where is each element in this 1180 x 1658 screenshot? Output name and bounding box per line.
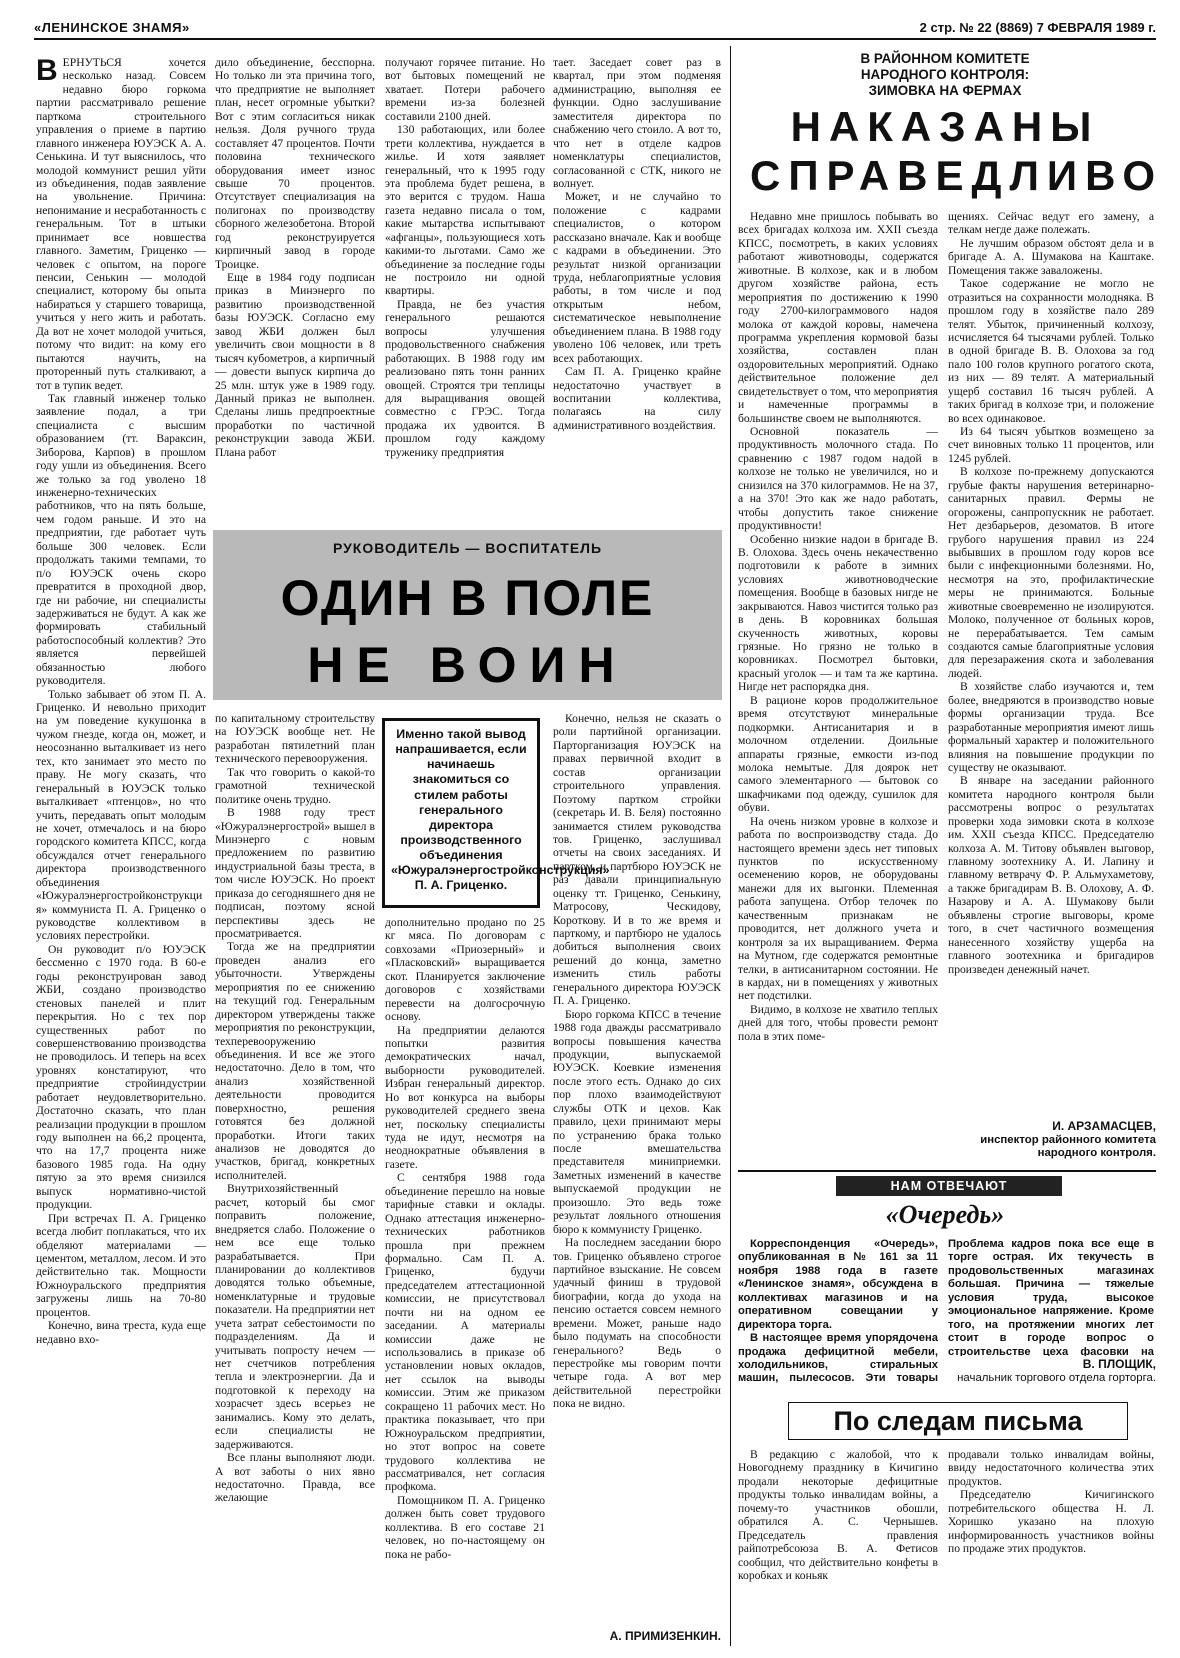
paragraph: Недавно мне пришлось побывать во всех бригадах колхоза им. XXII съезда КПСС, посмотреть, в каких условиях работают животноводы, содержатся животные. В колхозе, как и в любом другом хозяйстве района, есть мероприятия по достижению к 1990 году 2700-килограммового надоя молока от каждой коровы, намечена программа укрепления кормовой базы хозяйства, составлен план оздоровительных мероприятий. Однако действительное положение дел свидетельствует о том, что мероприятия и намеченные программы в большинстве своем не выполняются. (738, 210, 938, 425)
kicker-line: В РАЙОННОМ КОМИТЕТЕ (860, 51, 1030, 66)
paragraph: С сентября 1988 года объединение перешло на новые тарифные ставки и оклады. Однако аттестация инженерно-технических работников прошла при прежнем формально. Сам П. А. Гриценко, будучи председателем аттестационной комиссии, не присутствовал почти ни на одном ее заседании. А материалы комиссии даже не использовались в приказе об установлении новых окладов, нет ссылок на выводы комиссии. Этим же приказом сокращено 11 рабочих мест. Но практика показывает, что при Южноуральском предприятии, но этот вопрос на совете трудового коллектива не рассматривался, нет согласия профкома. (385, 1171, 545, 1494)
paragraph: В настоящее время упорядочена продажа дефицитной мебели, холодильников, стиральных машин, пылесосов. Эти товары (738, 1332, 938, 1385)
paragraph: При встречах П. А. Гриценко всегда любит поплакаться, что их обделяют материалами — цементом, металлом, лесом. И это действительно так. Мощности Южноуральского предприятия загружены лишь на 70-80 процентов. (36, 1211, 206, 1319)
paragraph: Сам П. А. Гриценко крайне недостаточно участвует в воспитании коллектива, полагаясь на силу административного воздействия. (553, 365, 721, 432)
paragraph: дополнительно продано по 25 кг мяса. По договорам с совхозами «Приозерный» и «Пласковский» выращивается скот. Планируется заключение договоров с хозяйствами перевести на долгосрочную основу. (385, 916, 545, 1024)
kicker-line: ЗИМОВКА НА ФЕРМАХ (868, 83, 1022, 99)
paragraph: Еще в 1984 году подписан приказ в Минэнерго по развитию производственной базы ЮУЭСК. Согласно ему завод ЖБИ должен был увеличить свои мощности в 8 тысяч кубометров, а кирпичный — довести выпуск кирпича до 25 млн. штук уже в 1989 году. Данный приказ не выполнен. Сделаны лишь предпроектные проработки по частичной реконструкции завода ЖБИ. Плана работ (215, 271, 375, 459)
paragraph: Так главный инженер только заявление подал, а три специалиста с высшим образованием (тт. Вараксин, Зиборова, Карпов) в прошлом году ушли из объединения. Всего же только за год уволено 18 инженерно-технических работников, что на пять больше, чем годом раньше. И это на предприятии, где работает чуть больше 300 человек. Если продолжать такими темпами, то п/о ЮУЭСК очень скоро превратится в проходной двор, где ни рабочие, ни специалисты задерживаться не будут. А как же формировать стабильный работоспособный коллектив? Это является первейшей обязанностью любого руководителя. (36, 391, 206, 688)
article3-rubric: НАМ ОТВЕЧАЮТ (836, 1176, 1062, 1196)
paragraph: щениях. Сейчас ведут его заменy, а телкам негде даже полежать. (948, 210, 1154, 237)
author-name: В. ПЛОЩИК, (1082, 1357, 1156, 1371)
paragraph: Проблема кадров пока все еще в торге острая. Их текучесть в продовольственных магазинах большая. Причина — тяжелые условия труда, высокое эмоциональное напряжение. Кроме того, на протяжении многих лет стоит в городе вопрос о строительстве цеха фасовки на (948, 1238, 1154, 1356)
paragraph: Из 64 тысяч убытков возмещено за счет виновных только 11 процентов, или 1245 рублей. (948, 425, 1154, 465)
paragraph: дило объединение, бесспорна. Но только ли эта причина того, что предприятие не выполняет план, несет огромные убытки? Вот с этим согласиться никак нельзя. Доля ручного труда составляет 47 процентов. Почти половина технического оборудования имеет износ свыше 70 процентов. Отсутствует специализация на полигонах по производству сборного железобетона. Второй год реконструируется кирпичный завод в городе Троицке. (215, 56, 375, 271)
article4-title: По следам письма (788, 1402, 1128, 1440)
paragraph: Бюро горкома КПСС в течение 1988 года дважды рассматривало вопросы повышения качества продукции, выпускаемой ЮУЭСК. Коевкие изменения после этого есть. Однако до сих пор плохо взаимодействуют службы ОТК и цехов. Как правило, цехи принимают меры по устранению брака только после вмешательства представителя миниприемки. Заметных изменений в качестве выпускаемой продукции не произошло. Это ведь тоже результат лояльного отношения бюро к коммунисту Гриценко. (553, 1007, 721, 1236)
paragraph: Правда, не без участия генерального решаются вопросы улучшения продовольственного снабжения работающих. В 1988 году им реализовано пять тонн ранних овощей. Строятся три теплицы для выращивания овощей совместно с ГРЭС. Тогда продажа их удвоится. В прошлом году каждому труженику предприятия (385, 297, 545, 459)
newspaper-name: «ЛЕНИНСКОЕ ЗНАМЯ» (34, 20, 190, 35)
author-title: инспектор районного комитета народного контроля. (980, 1134, 1156, 1160)
paragraph: На предприятии делаются попытки развития демократических начал, выборности руководителей. Избран генеральный директор. Но вот конкурса на выборы руководителей среднего звена нет, поскольку специалисты туда не идут, несмотря на неоднократные объявления в газете. (385, 1023, 545, 1171)
article4-column-2 (948, 1448, 1154, 1646)
paragraph: В хозяйстве слабо изучаются и, тем более, внедряются в производство новые формы организации труда. Все разработанные мероприятия имеют лишь формальный характер и положительного влияния на повышение продукции по существу не оказывают. (948, 680, 1154, 774)
paragraph: Не лучшим образом обстоят дела и в бригаде А. А. Шумакова на Каштаке. Помещения также заваложены. (948, 236, 1154, 277)
article2-title-line-2: СПРАВЕДЛИВО (750, 152, 1164, 199)
article1-title-line-2: НЕ ВОИН (213, 631, 722, 700)
paragraph: Конечно, вина треста, куда еще недавно вхо- (36, 1319, 206, 1346)
paragraph: Так что говорить о какой-то грамотной технической политике очень трудно. (215, 765, 375, 806)
dropcap: В (36, 56, 58, 87)
article3-title: «Очередь» (885, 1200, 1005, 1229)
article1-column-4-bottom (553, 712, 721, 1628)
paragraph: Такое содержание не могло не отразиться на сохранности молодняка. В прошлом году в хозяйстве пало 289 телят. Убыток, причиненный колхозу, исчисляется 64 тысячами рублей. Только в одной бригаде В. В. Олохова за год пало 100 голов крупного рогатого скота, из них — 89 телят. А материальный ущерб составил 16 тысяч рублей. А таких бригад в колхозе три, и положение во всех одинаковое. (948, 277, 1154, 425)
paragraph: В 1988 году трест «Южуралэнергострой» вышел в Минэнерго с новым предложением по развитию индустриальной базы треста, в том числе ЮУЭСК. Но проект приказа до сегодняшнего дня не подписан, поэтому ясной перспективы здесь не просматривается. (215, 806, 375, 940)
article2-column-1 (738, 210, 938, 1138)
issue-info: 2 стр. № 22 (8869) 7 ФЕВРАЛЯ 1989 г. (919, 20, 1156, 35)
article2-title-line-1: НАКАЗАНЫ (790, 103, 1100, 150)
article3-signature (948, 1358, 1156, 1385)
article1-rubric: РУКОВОДИТЕЛЬ — ВОСПИТАТЕЛЬ (213, 530, 722, 566)
article1-column-2-top (215, 56, 375, 526)
article1-column-4-top (553, 56, 721, 526)
paragraph: Председателю Кичигинского потребительского общества Н. Л. Хоришко указано на плохую информированность участников войны по продаже этих продуктов. (948, 1488, 1154, 1556)
paragraph: Особенно низкие надои в бригаде В. В. Олохова. Здесь очень некачественно подготовили к работе в зимних условиях животноводческие помещения. Вообще в базовых нигде не закрываются. Навоз чистится только раз в день. В коровниках большая скученность животных, коровы грязные. Но грязно не только в коровниках. Посмотрел бытовки, красный уголок — и там та же картина. Нигде нет распорядка дня. (738, 532, 938, 694)
paragraph: получают горячее питание. Но вот бытовых помещений не хватает. Потери рабочего времени из-за болезней составили 2100 дней. (385, 56, 545, 123)
paragraph: Только забывает об этом П. А. Гриценко. И невольно приходит на ум поведение кукушонка в чужом гнезде, когда он, может, и неосознанно выталкивает из него тех, кто занимает это место по праву. Не могу сказать, что генеральный в ЮУЭСК только выталкивает «птенцов», но что учить, передавать опыт молодым не хочет, отмечалось и на бюро городского комитета КПСС, когда обсуждался отчет генерального директора производственного объединения «Южуралэнергостройконструкция» коммуниста П. А. Гриценко о руководстве коллективом в условиях перестройки. (36, 687, 206, 943)
kicker-line: НАРОДНОГО КОНТРОЛЯ: (860, 67, 1030, 83)
author-name: И. АРЗАМАСЦЕВ, (1052, 1119, 1156, 1133)
paragraph: Конечно, нельзя не сказать о роли партийной организации. Парторганизация ЮУЭСК на правах первичной входит в состав организации строительного управления. Поэтому партком стройки (секретарь И. В. Беля) постоянно занимается стилем руководства тов. Гриценко, заслушивал отчеты на своих заседаниях. И партком, и партбюро ЮУЭСК не раз давали принципиальную оценку тт. Гриценко, Сенькину, Матросову, Ческидову, Короткову. И в то же время и парткому, и партбюро не удалось добиться выполнения своих решений до конца, заметно изменить стиль работы генерального директора ЮУЭСК П. А. Гриценко. (553, 712, 721, 1008)
paragraph: На очень низком уровне в колхозе и работа по воспроизводству стада. До настоящего времени здесь нет типовых пунктов по искусственному осеменению коров, не оборудованы манежи для их выгонки. Племенная работа запущена. Отбор телочек по качественным признакам не проводится, нет должного учета и контроля за их выращиванием. Ферма на Мутном, где содержатся ремонтные телки, в антисанитарном состоянии. Не в кардах, ни в помещениях у животных нет подстилки. (738, 814, 938, 1003)
paragraph: Видимо, в колхозе не хватило теплых дней для того, чтобы провести ремонт пола в этих поме- (738, 1002, 938, 1043)
paragraph: Тогда же на предприятии проведен анализ его убыточности. Утверждены мероприятия по ее снижению на текущий год. Генеральным директором утверждены также мероприятия по реконструкции, техперевооружению объединения. И все же этого недостаточно. Дело в том, что анализ хозяйственной деятельности проводится поверхностно, решения готовятся без должной проработки. Итоги таких анализов не доводятся до участков, бригад, конкретных исполнителей. (215, 940, 375, 1182)
article1-lead-box: Именно такой вывод напрашивается, если начинаешь знакомиться со стилем работы генерального директора производственного объединения «Южуралэнергостройконструкция» П. А. Гриценко. (382, 718, 540, 908)
article3-column-1 (738, 1238, 938, 1386)
article2-kicker (745, 51, 1145, 99)
article2-signature (930, 1120, 1156, 1160)
paragraph: В январе на заседании районного комитета народного контроля были рассмотрены вопрос о результатах проверки хода зимовки скота в колхозе им. XXII съезда КПСС. Председателю колхоза А. М. Титову объявлен выговор, главному зоотехнику А. И. Лапину и главному ветврачу Ф. Р. Альмухаметову, а также бригадирам В. В. Олохову, А. Ф. Назарову и А. А. Шумакову были объявлены строгие выговоры, кроме того, в счет частичного возмещения нанесенного хозяйству ущерба на главного зоотехника и бригадиров произведен денежный начет. (948, 774, 1154, 976)
column-divider (730, 46, 731, 1646)
paragraph: В рационе коров продолжительное время отсутствуют минеральные подкормки. Антисанитария и в молочном отделении. Доильные аппараты грязные, емкости из-под молока немытые. Для доярок нет самого элементарного — бытовок со шкафчиками под одежду, сушилок для обуви. (738, 693, 938, 815)
section-rule (738, 1170, 1156, 1172)
paragraph: На последнем заседании бюро тов. Гриценко объявлено строгое партийное взыскание. Не совсем удачный финиш в трудовой биографии, когда до ухода на пенсию остается совсем немного времени. Может, раньше надо было подумать на способности генерального? Ведь о перестройке мы говорим почти четыре года. А вот мер действительной перестройки пока не видно. (553, 1236, 721, 1411)
article1-column-3-bottom (385, 916, 545, 1646)
paragraph: В редакцию с жалобой, что к Новогоднему празднику в Кичигино продали некоторые дефицитные продукты только инвалидам войны, а почему-то участников обошли, обратился А. С. Чернышев. Председатель правления райпотребсоюза В. А. Фетисов сообщил, что действительно конфеты в коробках и коньяк (738, 1448, 938, 1582)
author-name: А. ПРИМИЗЕНКИН. (609, 1629, 721, 1643)
article1-title-line-1: ОДИН В ПОЛЕ (213, 566, 722, 631)
article1-column-2-bottom (215, 712, 375, 1646)
article1-signature (553, 1630, 721, 1644)
masthead (34, 18, 1156, 40)
paragraph: 130 работающих, или более трети коллектива, нуждается в жилье. И хотя заявляет генеральный, что к 1995 году эта проблема будет решена, в это верится с трудом. Наша газета недавно писала о том, какие мытарства испытывают «афганцы», пользующиеся хоть какими-то льготами. Само же объединение за последние годы не построило ни одной квартиры. (385, 123, 545, 298)
paragraph: Все планы выполняют люди. А вот заботы о них явно недостаточно. Правда, все желающие (215, 1451, 375, 1505)
paragraph: Может, и не случайно то положение с кадрами специалистов, о котором рассказано вначале. Как и вообще с кадрами в объединении. Это результат низкой организации труда, неблагоприятные условия работы, в том числе и под открытым небом, систематическое невыполнение объединением плана. В 1988 году уволено 106 человек, или треть всех работающих. (553, 190, 721, 365)
paragraph: В колхозе по-прежнему допускаются грубые факты нарушения ветеринарно-санитарных правил. Фермы не огорожены, санпропускник не работает. Нет дезбарьеров, дезоматов. В итоге грубого нарушения правил из 224 выбывших в прошлом году коров все были с инфекционными болезнями. Но, несмотря на это, профилактические меры не принимаются. Больные животные своевременно не изолируются. Молоко, полученное от больных коров, не перерабатывается. Тем самым создаются самые благоприятные условия для перезаражения скота и заболевания людей. (948, 465, 1154, 680)
paragraph: продавали только инвалидам войны, ввиду недостаточного количества этих продуктов. (948, 1448, 1154, 1488)
paragraph: ЕРНУТЬСЯ хочется несколько назад. Совсем недавно бюро горкома партии рассматривало решение парткома строительного управления о приеме в партию главного инженера ЮУЭСК А. А. Сенькина. И тут выяснилось, что молодой коммунист решил уйти из объединения, подав заявление на увольнение. Причина: непонимание и несработанность с генеральным. Тот в штыки принимает все новшества главного. Заметим, Гриценко — человек с опытом, на пороге пенсии, Сенькин — молодой специалист, которому бы опыта набираться у старшего товарища, учиться у него жить и работать. Да вот не хочет молодой учиться, потому что видит: на кому его пытаются научить, на проторенный путь сталкивают, а тот в тупик ведет. (36, 56, 206, 392)
article1-column-3-top (385, 56, 545, 526)
paragraph: Он руководит п/о ЮУЭСК бессменно с 1970 года. В 60-е годы реконструирован завод ЖБИ, создано производство стеновых панелей и плит перекрытия. Но с тех пор существенных работ по совершенствованию производства не проводилось. И теперь на всех уровнях констатируют, что предприятие стройиндустрии работает неудовлетворительно. Достаточно сказать, что план реализации продукции в прошлом году выполнен на 66,2 процента, что на 17,7 процента ниже базового 1985 года. На одну пятую за это время снизился выпуск нормативно-чистой продукции. (36, 942, 206, 1212)
paragraph: Помощником П. А. Гриценко должен быть совет трудового коллектива. В его составе 21 человек, но по-настоящему он пока не рабо- (385, 1493, 545, 1561)
paragraph: Основной показатель — продуктивность молочного стада. По сравнению с 1987 годом надой в колхозе не только не увеличился, но и снизился на 370 килограммов. Не на 37, а на 370! Это как же надо работать, чтобы допустить такое снижение продуктивности! (738, 425, 938, 533)
article1-column-1 (36, 56, 206, 1646)
article3-column-2 (948, 1238, 1154, 1356)
paragraph: по капитальному строительству на ЮУЭСК вообще нет. Не разработан пятилетний план технического перевооружения. (215, 712, 375, 766)
article4-column-1 (738, 1448, 938, 1646)
paragraph: Корреспонденция «Очередь», опубликованная в № 161 за 11 ноября 1988 года в газете «Ленинское знамя», обсуждена в коллективах магазинов и на оперативном совещании у директора торга. (738, 1238, 938, 1331)
author-title: начальник торгового отдела горторга. (957, 1372, 1156, 1385)
paragraph: Внутрихозяйственный расчет, который бы смог поправить положение, внедряется слабо. Положение о нем все еще только разрабатывается. При планировании до коллективов доводятся только объемные, номенклатурные и трудовые показатели. На предприятии нет учета затрат себестоимости по подразделениям. Да и учитывать попросту нечем — нет счетчиков потребления тепла и электроэнергии. Да и подготовкой к переходу на хозрасчет здесь всерьез не занимались. Кому это делать, если специалисты не задерживаются. (215, 1182, 375, 1451)
article2-column-2 (948, 210, 1154, 1076)
paragraph: тает. Заседает совет раз в квартал, при этом подменяя администрацию, выполняя ее функции. Одно заслушивание заместителя директора по снабжению чего стоило. А вот то, что нет в отделе кадров номенклатуры специалистов, согласованной с СТК, никого не волнует. (553, 56, 721, 190)
